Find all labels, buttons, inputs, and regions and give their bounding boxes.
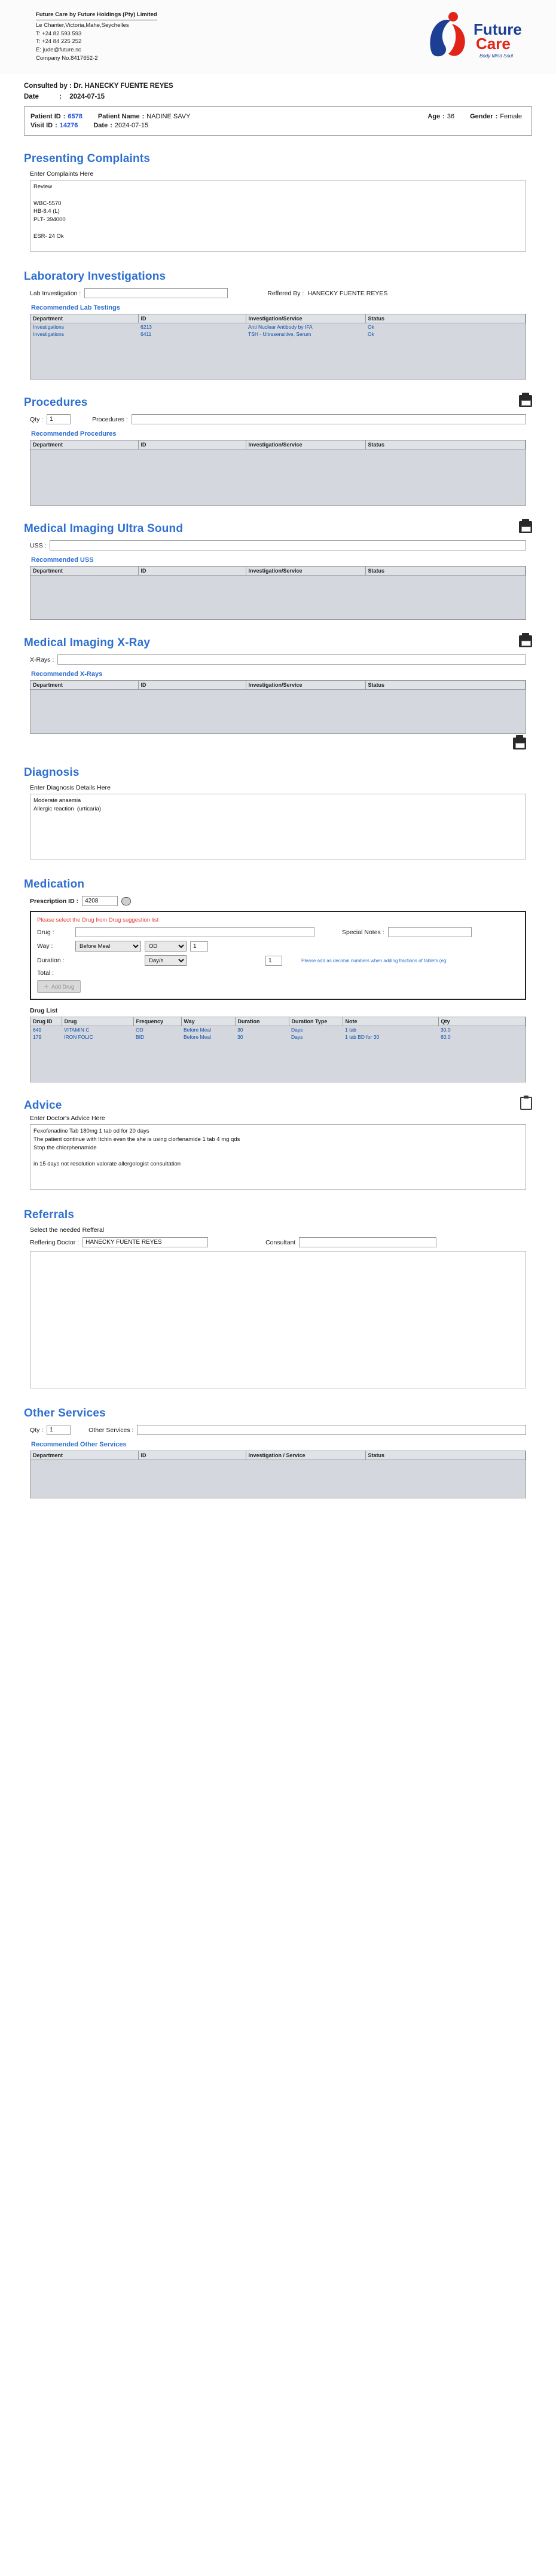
lab-results-table xyxy=(30,314,526,338)
procedures-qty-label: Qty : xyxy=(30,415,44,423)
xray-col-id: ID xyxy=(138,681,246,690)
drug-col-way: Way xyxy=(181,1017,235,1026)
other-services-grid[interactable] xyxy=(30,1451,526,1498)
drug-col-frequency: Frequency xyxy=(133,1017,181,1026)
lab-cell-investigation: Anti Nuclear Antibody by IFA xyxy=(246,323,365,331)
visit-date-separator: : xyxy=(110,122,112,129)
drug-col-duration-type: Duration Type xyxy=(289,1017,343,1026)
lab-cell-department: Investigations xyxy=(30,323,138,331)
other-services-input-row xyxy=(30,1425,526,1435)
drug-cell-drug: IRON FOLIC xyxy=(62,1033,133,1041)
uss-grid[interactable] xyxy=(30,566,526,620)
drug-cell-note: 1 tab BD for 30 xyxy=(343,1033,438,1041)
referring-doctor-input[interactable] xyxy=(83,1237,208,1247)
patient-info-row-2 xyxy=(30,122,526,129)
patient-info-row-1 xyxy=(30,113,526,120)
lab-cell-status: Ok xyxy=(365,331,526,338)
diagnosis-textarea[interactable] xyxy=(30,794,526,859)
procedures-input[interactable] xyxy=(132,414,526,424)
lab-investigation-label: Lab Investigation : xyxy=(30,289,81,297)
duration-label: Duration : xyxy=(37,957,65,964)
total-row xyxy=(37,969,519,977)
consult-date-value: 2024-07-15 xyxy=(69,93,105,100)
consulted-by-doctor: Dr. HANECKY FUENTE REYES xyxy=(74,82,173,90)
way-select[interactable] xyxy=(75,941,141,952)
recommended-xrays-label: Recommended X-Rays xyxy=(31,671,103,678)
duration-value-input[interactable] xyxy=(265,956,282,966)
drug-col-note: Note xyxy=(343,1017,438,1026)
diagnosis-title: Diagnosis xyxy=(24,766,80,779)
company-tel-1: T: +24 82 593 593 xyxy=(36,30,82,37)
presenting-complaints-title: Presenting Complaints xyxy=(24,152,151,165)
duration-row xyxy=(37,955,519,966)
other-services-table xyxy=(30,1451,526,1491)
logo-icon xyxy=(424,11,538,66)
drug-col-duration: Duration xyxy=(235,1017,289,1026)
drug-label: Drug : xyxy=(37,928,54,936)
plus-icon: ＋ xyxy=(44,984,50,990)
other-col-id: ID xyxy=(138,1451,246,1460)
referral-notes-textarea[interactable] xyxy=(30,1251,526,1388)
drug-cell-qty: 60.0 xyxy=(438,1033,526,1041)
consulted-by-line xyxy=(24,82,532,90)
referring-doctor-row xyxy=(30,1237,526,1247)
drug-col-drug: Drug xyxy=(62,1017,133,1026)
drug-cell-way: Before Meal xyxy=(181,1033,235,1041)
svg-text:Care: Care xyxy=(476,35,511,53)
drug-col-qty: Qty xyxy=(438,1017,526,1026)
advice-textarea[interactable] xyxy=(30,1124,526,1190)
uss-col-investigation: Investigation/Service xyxy=(246,567,365,576)
frequency-select[interactable] xyxy=(145,941,187,952)
drug-cell-id: 649 xyxy=(30,1026,62,1034)
consultant-input[interactable] xyxy=(299,1237,436,1247)
patient-name-value: NADINE SAVY xyxy=(146,113,191,120)
lab-cell-id: 6411 xyxy=(138,331,246,338)
patient-id-separator: : xyxy=(63,113,66,120)
referrals-title: Referrals xyxy=(24,1209,75,1221)
drug-cell-frequency: OD xyxy=(133,1026,181,1034)
procedures-title: Procedures xyxy=(24,396,88,409)
duration-unit-select[interactable] xyxy=(145,955,187,966)
medical-imaging-xray-title: Medical Imaging X-Ray xyxy=(24,637,151,649)
table-row[interactable] xyxy=(30,323,526,331)
lab-col-department: Department xyxy=(30,314,138,323)
procedures-col-department: Department xyxy=(30,440,138,449)
special-notes-label: Special Notes : xyxy=(342,928,384,936)
lab-cell-investigation: TSH - Ultrasensitive, Serum xyxy=(246,331,365,338)
referring-doctor-label: Reffering Doctor : xyxy=(30,1238,80,1246)
patient-gender-separator: : xyxy=(495,113,498,120)
patient-age-separator: : xyxy=(442,113,445,120)
drug-col-id: Drug ID xyxy=(30,1017,62,1026)
other-services-title: Other Services xyxy=(24,1407,106,1419)
xray-input-row xyxy=(30,654,526,665)
way-label: Way : xyxy=(37,943,53,950)
lab-results-grid[interactable] xyxy=(30,314,526,380)
company-number: Company No.8417652-2 xyxy=(36,54,98,62)
lab-col-investigation: Investigation/Service xyxy=(246,314,365,323)
visit-id-label: Visit ID xyxy=(30,122,53,129)
uss-col-id: ID xyxy=(138,567,246,576)
other-col-service: Investigation / Service xyxy=(246,1451,365,1460)
other-table-header-row xyxy=(30,1451,526,1460)
recommended-procedures-label: Recommended Procedures xyxy=(31,430,117,438)
future-care-logo xyxy=(424,11,538,66)
consult-date-label: Date xyxy=(24,93,39,100)
procedures-input-row xyxy=(30,414,526,424)
medication-entry-box xyxy=(30,911,526,1000)
lab-cell-status: Ok xyxy=(365,323,526,331)
table-row[interactable] xyxy=(30,331,526,338)
procedures-grid[interactable] xyxy=(30,440,526,506)
way-qty-input[interactable] xyxy=(190,941,208,952)
patient-name-label: Patient Name xyxy=(97,113,140,120)
print-icon[interactable] xyxy=(513,738,526,749)
lab-col-status: Status xyxy=(365,314,526,323)
recommended-lab-testings-label: Recommended Lab Testings xyxy=(31,304,120,311)
xray-input[interactable] xyxy=(57,654,526,665)
duration-hint: Please add as decimal numbers when adding fractions of tablets (eg: xyxy=(301,957,448,963)
drug-cell-drug: VITAMIN C xyxy=(62,1026,133,1034)
patient-name-separator: : xyxy=(142,113,145,120)
drug-selection-warning: Please select the Drug from Drug suggestion list xyxy=(37,917,159,923)
drug-cell-note: 1 tab xyxy=(343,1026,438,1034)
prescription-id-label: Prescription ID : xyxy=(30,897,79,905)
lab-investigation-row xyxy=(30,288,526,298)
diagnosis-sub: Enter Diagnosis Details Here xyxy=(30,784,111,791)
patient-id-label: Patient ID xyxy=(30,113,61,120)
lab-cell-department: Investigations xyxy=(30,331,138,338)
xray-col-investigation: Investigation/Service xyxy=(246,681,365,690)
visit-date-label: Date xyxy=(93,122,108,129)
consulted-by-label: Consulted by : xyxy=(24,82,72,90)
other-col-department: Department xyxy=(30,1451,138,1460)
consult-date-separator: : xyxy=(59,93,62,100)
lab-table-header-row xyxy=(30,314,526,323)
xray-label: X-Rays : xyxy=(30,656,54,663)
drug-list-grid[interactable] xyxy=(30,1017,526,1082)
visit-id-separator: : xyxy=(55,122,57,129)
other-services-qty-label: Qty : xyxy=(30,1426,44,1434)
table-row[interactable] xyxy=(30,1026,526,1034)
way-row xyxy=(37,941,519,952)
visit-id-value[interactable]: 14276 xyxy=(59,122,78,129)
drug-cell-qty: 30.0 xyxy=(438,1026,526,1034)
other-services-label: Other Services : xyxy=(88,1426,134,1434)
patient-age-value: 36 xyxy=(447,113,455,120)
drug-cell-id: 179 xyxy=(30,1033,62,1041)
patient-age-label: Age xyxy=(427,113,441,120)
company-email: E: jude@future.sc xyxy=(36,47,81,54)
uss-input-row xyxy=(30,540,526,550)
procedures-table-header-row xyxy=(30,440,526,449)
xray-col-department: Department xyxy=(30,681,138,690)
company-details xyxy=(36,11,157,63)
letterhead xyxy=(0,0,556,74)
visit-date-value: 2024-07-15 xyxy=(114,122,149,129)
uss-col-department: Department xyxy=(30,567,138,576)
uss-input[interactable] xyxy=(50,540,526,550)
prescription-id-row xyxy=(30,896,526,906)
lab-cell-id: 6213 xyxy=(138,323,246,331)
svg-text:Future: Future xyxy=(473,20,522,38)
drug-cell-duration: 30 xyxy=(235,1026,289,1034)
company-address: Le Chanter,Victoria,Mahe,Seychelles xyxy=(36,22,129,29)
other-services-qty-input[interactable] xyxy=(47,1425,71,1435)
advice-title: Advice xyxy=(24,1099,62,1112)
other-col-status: Status xyxy=(365,1451,526,1460)
xray-table-header-row xyxy=(30,681,526,690)
drug-cell-frequency: BID xyxy=(133,1033,181,1041)
patient-gender-value: Female xyxy=(500,113,522,120)
lab-col-id: ID xyxy=(138,314,246,323)
referred-by-value: HANECKY FUENTE REYES xyxy=(307,289,388,297)
procedures-col-status: Status xyxy=(365,440,526,449)
print-icon[interactable] xyxy=(519,395,532,407)
complaints-textarea[interactable] xyxy=(30,180,526,252)
drug-table-header-row xyxy=(30,1017,526,1026)
company-tel-2: T: +24 84 225 252 xyxy=(36,38,82,45)
uss-col-status: Status xyxy=(365,567,526,576)
xray-col-status: Status xyxy=(365,681,526,690)
company-name: Future Care by Future Holdings (Pty) Limited xyxy=(36,11,157,20)
referred-by-label: Reffered By : xyxy=(267,289,304,297)
print-icon[interactable] xyxy=(519,635,532,647)
xray-table xyxy=(30,681,526,727)
drug-list-label: Drug List xyxy=(30,1007,58,1014)
medical-imaging-uss-title: Medical Imaging Ultra Sound xyxy=(24,522,184,535)
referrals-sub: Select the needed Refferal xyxy=(30,1226,105,1234)
clipboard-icon[interactable] xyxy=(520,1097,532,1110)
uss-table-header-row xyxy=(30,567,526,576)
add-drug-button-label: Add Drug xyxy=(51,983,75,990)
add-drug-button[interactable] xyxy=(37,980,81,993)
drug-row xyxy=(37,927,519,937)
uss-table xyxy=(30,567,526,613)
uss-label: USS : xyxy=(30,541,47,549)
patient-gender-label: Gender xyxy=(470,113,493,120)
print-icon[interactable] xyxy=(519,521,532,533)
prescription-id-input[interactable] xyxy=(82,896,118,906)
svg-text:Body Mind Soul: Body Mind Soul xyxy=(479,53,514,59)
table-row[interactable] xyxy=(30,1033,526,1041)
drug-cell-duration-type: Days xyxy=(289,1026,343,1034)
lab-investigation-input[interactable] xyxy=(84,288,228,298)
consultant-label: Consultant xyxy=(265,1238,296,1246)
xray-grid[interactable] xyxy=(30,680,526,734)
medication-title: Medication xyxy=(24,878,85,891)
procedures-table xyxy=(30,440,526,498)
procedures-label: Procedures : xyxy=(92,415,128,423)
pill-icon[interactable] xyxy=(121,897,131,905)
other-services-input[interactable] xyxy=(137,1425,526,1435)
recommended-uss-label: Recommended USS xyxy=(31,556,94,564)
lab-investigations-title: Laboratory Investigations xyxy=(24,270,166,283)
recommended-other-services-label: Recommended Other Services xyxy=(31,1441,127,1448)
drug-list-table xyxy=(30,1017,526,1041)
patient-id-value[interactable]: 6578 xyxy=(68,113,83,120)
drug-cell-duration: 30 xyxy=(235,1033,289,1041)
total-label: Total : xyxy=(37,969,54,977)
patient-info-band xyxy=(24,106,532,136)
presenting-complaints-sub: Enter Complaints Here xyxy=(30,170,94,178)
procedures-col-id: ID xyxy=(138,440,246,449)
advice-sub: Enter Doctor's Advice Here xyxy=(30,1115,105,1122)
consult-date-line xyxy=(24,93,532,100)
drug-cell-duration-type: Days xyxy=(289,1033,343,1041)
procedures-qty-input[interactable] xyxy=(47,414,71,424)
drug-cell-way: Before Meal xyxy=(181,1026,235,1034)
drug-input[interactable] xyxy=(75,927,314,937)
special-notes-input[interactable] xyxy=(388,927,472,937)
procedures-col-investigation: Investigation/Service xyxy=(246,440,365,449)
